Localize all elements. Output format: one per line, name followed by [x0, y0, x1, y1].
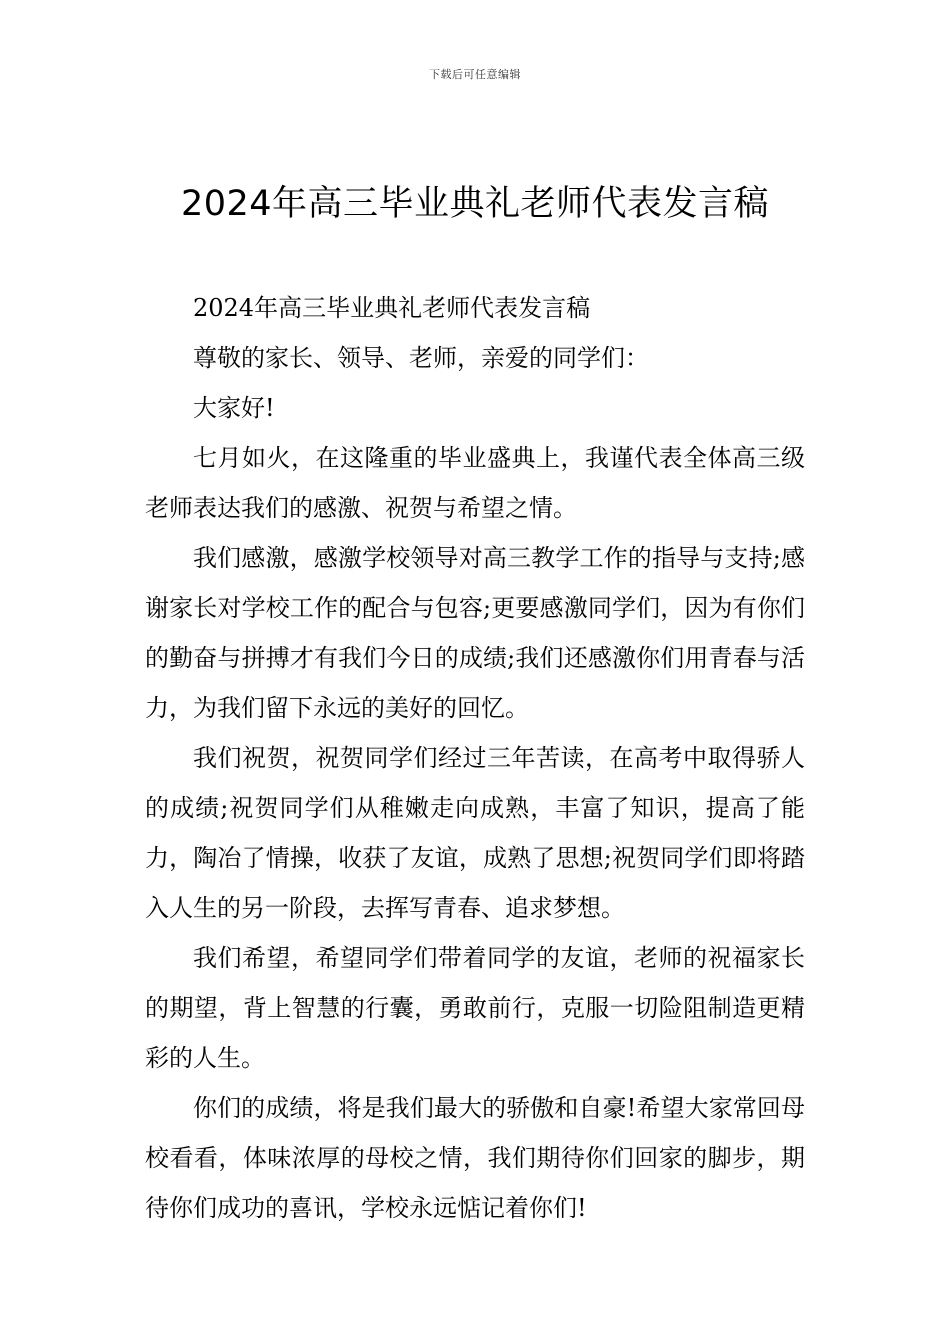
paragraph-closing: 你们的成绩，将是我们最大的骄傲和自豪!希望大家常回母校看看，体味浓厚的母校之情，我们期待你们回家的脚步，期待你们成功的喜讯，学校永远惦记着你们!: [145, 1094, 805, 1222]
paragraph-opening: 七月如火，在这隆重的毕业盛典上，我谨代表全体高三级老师表达我们的感激、祝贺与希望之情。: [145, 444, 805, 522]
paragraph-congratulation: 我们祝贺，祝贺同学们经过三年苦读，在高考中取得骄人的成绩;祝贺同学们从稚嫩走向成熟，丰富了知识，提高了能力，陶冶了情操，收获了友谊，成熟了思想;祝贺同学们即将踏入人生的另一阶段，去挥写青春、追求梦想。: [145, 744, 805, 922]
paragraph-gratitude: 我们感激，感激学校领导对高三教学工作的指导与支持;感谢家长对学校工作的配合与包容;更要感激同学们，因为有你们的勤奋与拼搏才有我们今日的成绩;我们还感激你们用青春与活力，为我们留下永远的美好的回忆。: [145, 544, 805, 722]
paragraph-salutation: 尊敬的家长、领导、老师，亲爱的同学们：: [193, 344, 649, 372]
document-body: [145, 283, 805, 1233]
document-title: 2024年高三毕业典礼老师代表发言稿: [180, 184, 770, 224]
paragraph-hope: 我们希望，希望同学们带着同学的友谊，老师的祝福家长的期望，背上智慧的行囊，勇敢前行，克服一切险阻制造更精彩的人生。: [145, 944, 805, 1072]
header-note: 下载后可任意编辑: [429, 68, 521, 81]
paragraph-subtitle: 2024年高三毕业典礼老师代表发言稿: [193, 294, 591, 322]
paragraph-greeting: 大家好!: [193, 394, 275, 422]
